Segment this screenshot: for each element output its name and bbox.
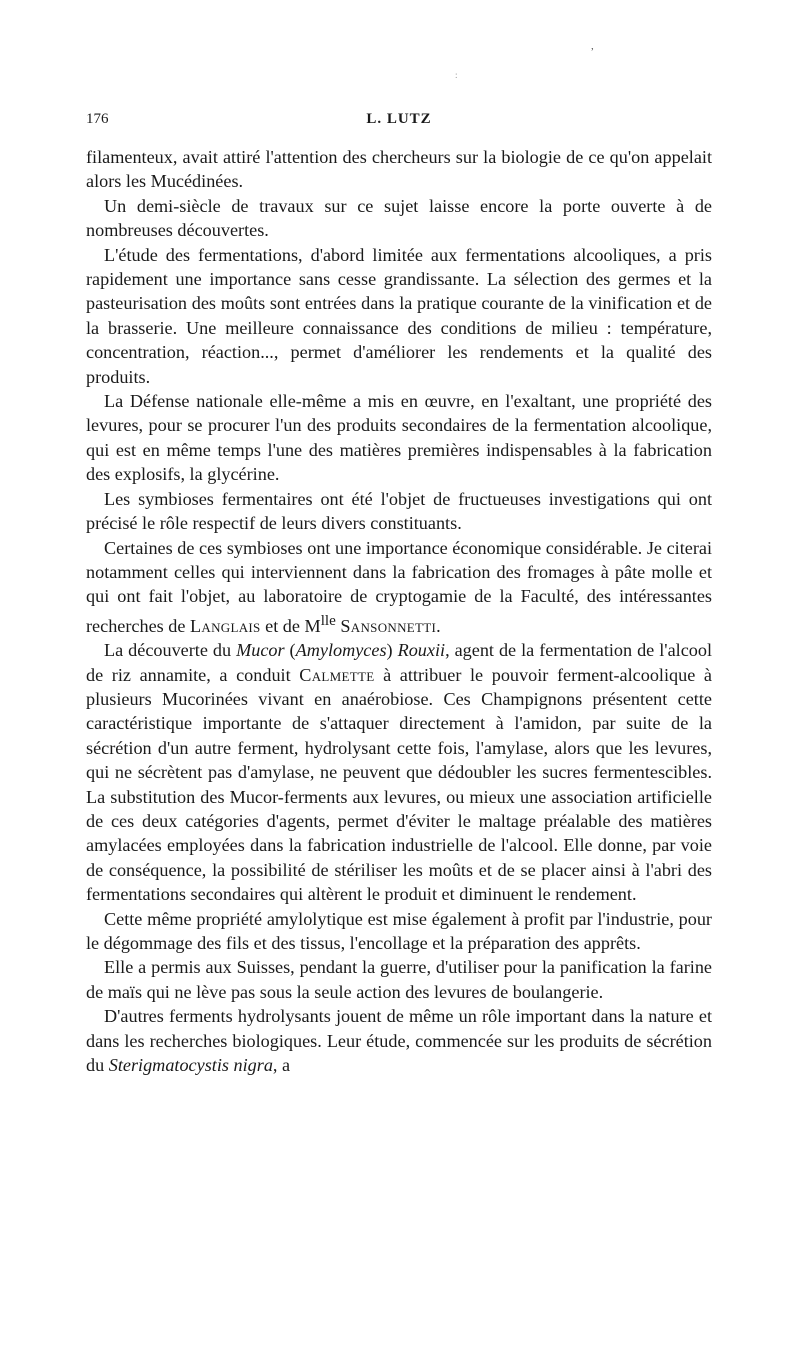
paragraph-7 [86, 638, 712, 906]
taxon-rouxii: Rouxii [397, 640, 446, 661]
page-number: 176 [86, 111, 109, 127]
paragraph-4: La Défense nationale elle-même a mis en œuvre, en l'exaltant, une propriété des levures, pour se procurer l'un des produits secondaires de la fermentation alcoolique, qui est en même temps l'une des matières premières indispensables à la fabrication des explosifs, la glycérine. [86, 391, 712, 485]
title-abbrev-sup: lle [320, 611, 336, 629]
paragraph-6-text-a: Certaines de ces symbioses ont une importance économique considérable. Je citerai notamment celles qui interviennent dans la fabrication des fromages à pâte molle et qui ont fait l'objet, au laboratoire de cryptogamie de la Faculté, des intéressantes recherches de [86, 537, 712, 636]
paragraph-5: Les symbioses fermentaires ont été l'objet de fructueuses investigations qui ont précisé le rôle respectif de leurs divers constituants. [86, 488, 712, 534]
page-mark-comma: , [591, 40, 594, 52]
author-name-langlais: Langlais [190, 615, 261, 636]
paragraph-10 [86, 1004, 712, 1077]
author-name-sansonnetti: Sansonnetti [340, 615, 437, 636]
page-body [86, 145, 712, 1078]
taxon-sterigmatocystis: Sterigmatocystis nigra [108, 1055, 273, 1076]
author-name-calmette: Calmette [299, 664, 375, 685]
paragraph-6 [86, 536, 712, 639]
paragraph-3: L'étude des fermentations, d'abord limitée aux fermentations alcooliques, a pris rapidement une importance sans cesse grandissante. La sélection des germes et la pasteurisation des moûts sont entrées dans la pratique courante de la vinification et de la brasserie. Une meilleure connaissance des conditions de milieu : température, concentration, réaction..., permet d'améliorer les rendements et la qualité des produits. [86, 244, 712, 387]
paragraph-10-text-b: , a [272, 1055, 291, 1076]
paragraph-2: Un demi-siècle de travaux sur ce sujet laisse encore la porte ouverte à de nombreuses découvertes. [86, 195, 712, 241]
paragraph-7-text-c: ) [386, 640, 398, 661]
taxon-amylomyces: Amylomyces [295, 640, 387, 661]
paragraph-7-text-b: ( [284, 640, 296, 661]
paragraph-9: Elle a permis aux Suisses, pendant la guerre, d'utiliser pour la panification la farine de maïs qui ne lève pas sous la seule action des levures de boulangerie. [86, 957, 712, 1002]
running-title: L. LUTZ [366, 111, 432, 127]
paragraph-7-text-a: La découverte du [104, 640, 237, 661]
paragraph-6-text-c: . [436, 615, 441, 636]
paragraph-10-text-a: D'autres ferments hydrolysants jouent de même un rôle important dans la nature et dans les recherches biologiques. Leur étude, commencée sur les produits de sécrétion du [86, 1006, 712, 1076]
paragraph-7-text-e: à attribuer le pouvoir ferment-alcoolique à plusieurs Mucorinées vivant en anaérobiose. Ces Champignons présentent cette caractéristique importante de s'attaquer directement à l'amidon, par suite de la sécrétion d'un autre ferment, hydrolysant cette fois, l'amylase, alors que les levures, qui ne sécrètent pas d'amylase, ne peuvent que dédoubler les sucres fermentescibles. La substitution des Mucor-ferments aux levures, ou mieux une association artificielle de ces deux catégories d'agents, permet d'éviter le maltage préalable des matières amylacées employées dans la fabrication industrielle de l'alcool. Elle donne, par voie de conséquence, la possibilité de stériliser les moûts et de se placer ainsi à l'abri des fermentations secondaires qui altèrent le produit et diminuent le rendement. [86, 664, 712, 905]
paragraph-8: Cette même propriété amylolytique est mise également à profit par l'industrie, pour le dégommage des fils et des tissus, l'encollage et la préparation des apprêts. [86, 908, 712, 954]
paragraph-6-text-b: et de M [260, 615, 321, 636]
page-mark-tick: : [455, 70, 458, 80]
paragraph-1: filamenteux, avait attiré l'attention des chercheurs sur la biologie de ce qu'on appelait alors les Mucédinées. [86, 147, 712, 192]
taxon-mucor: Mucor [236, 640, 285, 661]
paragraph-7-text-d: , agent de la fermentation de l'alcool de riz annamite, a conduit [86, 640, 713, 685]
